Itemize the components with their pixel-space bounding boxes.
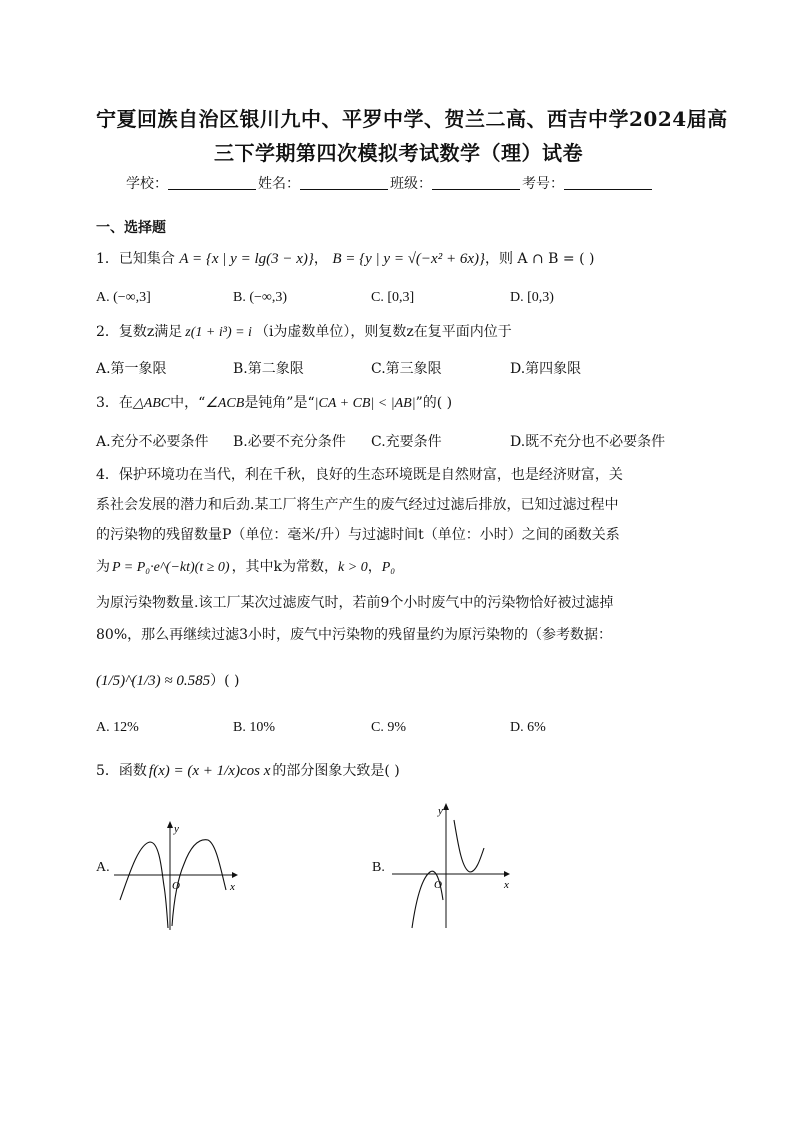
graph-a-right-branch: [172, 840, 226, 926]
q5-stem-b: 的部分图象大致是( ): [272, 763, 400, 779]
q4-p0: P₀: [381, 560, 396, 575]
q1-option-b[interactable]: B. (−∞,3): [233, 290, 288, 305]
q4-line4-d: ，: [367, 559, 382, 575]
q4-line7-tail: ）( ): [210, 673, 240, 689]
school-field[interactable]: [168, 175, 256, 190]
q2-stem-a: 2．复数z满足: [96, 324, 183, 340]
q5-option-a-label[interactable]: A.: [96, 860, 110, 875]
q1-sep: ，: [313, 251, 328, 267]
q3-stem-a: 3．在: [96, 395, 133, 411]
q3-option-b[interactable]: B.必要不充分条件: [233, 434, 346, 450]
graph-b-x-label: x: [504, 879, 509, 891]
q1-set-a: A = {x | y = lg(3 − x)}: [179, 251, 314, 267]
question-3: [96, 392, 452, 412]
graph-b-left-branch: [412, 871, 443, 928]
q2-formula: z(1 + i³) = i: [185, 325, 252, 340]
student-info-row: [126, 173, 654, 193]
q2-option-a[interactable]: A.第一象限: [96, 361, 167, 377]
question-1: [96, 248, 594, 268]
q3-vector-condition: |CA + CB| < |AB|: [314, 396, 416, 411]
q4-line-1: 4．保护环境功在当代，利在千秋，良好的生态环境既是自然财富，也是经济财富，关: [96, 467, 623, 483]
q4-line4-a: 为: [96, 559, 110, 575]
number-field[interactable]: [564, 175, 652, 190]
q3-option-d[interactable]: D.既不充分也不必要条件: [510, 434, 666, 450]
q4-line-5: 为原污染物数量.该工厂某次过滤废气时，若前9个小时废气中的污染物恰好被过滤掉: [96, 595, 614, 611]
graph-a-y-label: y: [174, 823, 179, 835]
q4-line-3: 的污染物的残留数量P（单位：毫米/升）与过滤时间t（单位：小时）之间的函数关系: [96, 527, 620, 543]
exam-title-line2: 三下学期第四次模拟考试数学（理）试卷: [214, 141, 583, 165]
q1-option-d[interactable]: D. [0,3): [510, 290, 554, 305]
q5-stem-a: 5．函数: [96, 763, 147, 779]
q3-angle: ∠ACB: [205, 396, 245, 411]
name-field[interactable]: [300, 175, 388, 190]
graph-b-y-arrow: [443, 803, 449, 810]
graph-b-right-branch: [454, 820, 484, 872]
q4-line-4: [96, 556, 395, 576]
name-label: 姓名：: [258, 176, 300, 192]
q5-option-b-label[interactable]: B.: [372, 860, 385, 875]
q2-stem-b: （i为虚数单位），则复数z在复平面内位于: [254, 324, 512, 340]
q5-graph-b[interactable]: [388, 800, 518, 932]
graph-b-x-arrow: [504, 871, 510, 877]
graph-a-left-branch: [120, 842, 168, 928]
q4-line-6: 80%，那么再继续过滤3小时，废气中污染物的残留量约为原污染物的（参考数据：: [96, 627, 613, 643]
graph-a-x-label: x: [230, 881, 235, 893]
number-label: 考号：: [522, 176, 564, 192]
q1-stem: 1．已知集合: [96, 251, 175, 267]
q1-tail: ，则 A ∩ B = ( ): [484, 251, 595, 267]
q2-option-b[interactable]: B.第二象限: [233, 361, 304, 377]
graph-b-y-label: y: [438, 805, 443, 817]
q3-option-a[interactable]: A.充分不必要条件: [96, 434, 209, 450]
class-field[interactable]: [432, 175, 520, 190]
q3-option-c[interactable]: C.充要条件: [371, 434, 442, 450]
q4-option-a[interactable]: A. 12%: [96, 720, 139, 735]
q4-option-c[interactable]: C. 9%: [371, 720, 406, 735]
q4-option-b[interactable]: B. 10%: [233, 720, 275, 735]
section-heading: 一、选择题: [96, 220, 166, 236]
q4-line-2: 系社会发展的潜力和后劲.某工厂将生产产生的废气经过过滤后排放，已知过滤过程中: [96, 497, 619, 513]
q4-reference-formula: (1/5)^(1/3) ≈ 0.585: [96, 673, 211, 689]
q1-option-c[interactable]: C. [0,3]: [371, 290, 415, 305]
q1-set-b: B = {y | y = √(−x² + 6x)}: [332, 251, 485, 267]
question-5: [96, 760, 400, 780]
q2-option-d[interactable]: D.第四象限: [510, 361, 582, 377]
q5-graph-a[interactable]: [112, 818, 242, 934]
q4-line4-b: ，其中k为常数，: [231, 559, 339, 575]
graph-a-x-arrow: [232, 872, 238, 878]
q4-k-condition: k > 0: [338, 560, 368, 575]
q3-triangle: △ABC: [132, 396, 171, 411]
q5-function: f(x) = (x + 1/x)cos x: [148, 763, 271, 779]
q3-stem-d: ”的( ): [415, 395, 453, 411]
q3-stem-b: 中，“: [170, 395, 206, 411]
q4-decay-formula: P = P₀·e^(−kt)(t ≥ 0): [112, 560, 230, 575]
school-label: 学校：: [126, 176, 168, 192]
class-label: 班级：: [390, 176, 432, 192]
graph-a-y-arrow: [167, 821, 173, 828]
graph-a-origin: O: [172, 880, 180, 892]
q4-option-d[interactable]: D. 6%: [510, 720, 546, 735]
q1-option-a[interactable]: A. (−∞,3]: [96, 290, 151, 305]
question-2: [96, 321, 512, 341]
q2-option-c[interactable]: C.第三象限: [371, 361, 442, 377]
exam-title-line1: 宁夏回族自治区银川九中、平罗中学、贺兰二高、西吉中学2024届高: [96, 107, 728, 131]
q3-stem-c: 是钝角”是“: [244, 395, 315, 411]
q4-line-7: [96, 670, 240, 690]
graph-b-origin: O: [434, 879, 442, 891]
